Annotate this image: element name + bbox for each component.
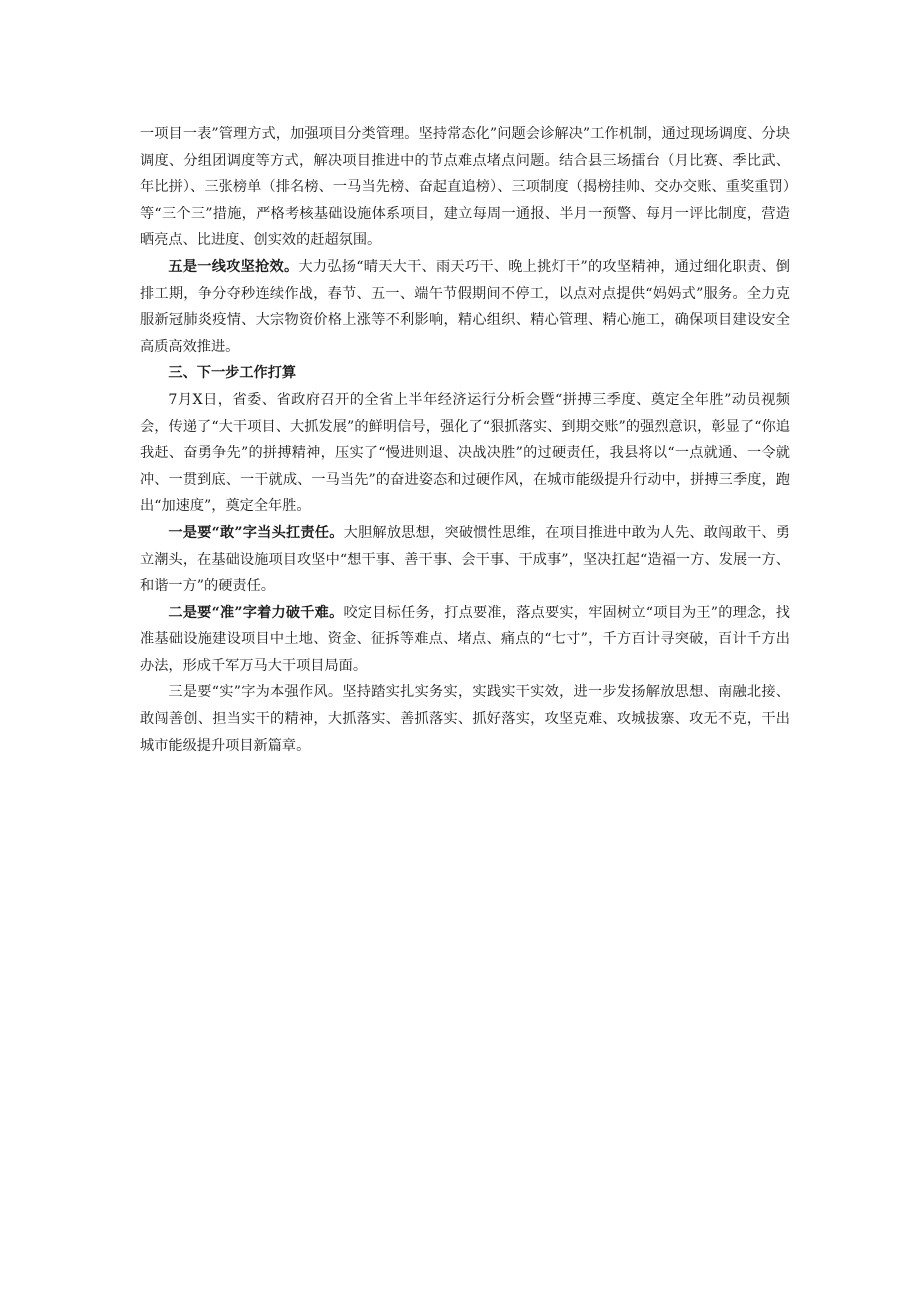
paragraph-management-method: 一项目一表”管理方式，加强项目分类管理。坚持常态化”问题会诊解决”工作机制，通过现场调度、分块调度、分组团调度等方式，解决项目推进中的节点难点堵点问题。结合县三场擂台（月比赛、季比武、年比拼）、三张榜单（排名榜、一马当先榜、奋起直追榜）、三项制度（揭榜挂帅、交办交账、重奖重罚）等“三个三”措施，严格考核基础设施体系项目，建立每周一通报、半月一预警、每月一评比制度，营造晒亮点、比进度、创实效的赶超氛围。 [140,126,790,249]
paragraph-body-text: 咬定目标任务，打点要准，落点要实，牢固树立“项目为王”的理念，找准基础设施建设项目中土地、资金、征拆等难点、堵点、痛点的“七寸”，千方百计寻突破，百计千方出办法，形成千军万马大干项目局面。 [140,604,790,674]
paragraph-frontline-assault [140,254,790,360]
document-body [140,121,790,759]
paragraph-meeting-summary: 7月X日，省委、省政府召开的全省上半年经济运行分析会暨“拼搏三季度、奠定全年胜”动员视频会，传递了“大干项目、大抓发展”的鲜明信号，强化了“狠抓落实、到期交账”的强烈意识，彰显了“你追我赶、奋勇争先”的拼搏精神，压实了“慢进则退、决战决胜”的过硬责任，我县将以“一点就通、一令就冲、一贯到底、一干就成、一马当先”的奋进姿态和过硬作风，在城市能级提升行动中，拼搏三季度，跑出“加速度”，奠定全年胜。 [140,391,790,515]
paragraph-body-text: 大力弘扬“晴天大干、雨天巧干、晚上挑灯干”的攻坚精神，通过细化职责、倒排工期，争分夺秒连续作战，春节、五一、端午节假期间不停工，以点对点提供“妈妈式”服务。全力克服新冠肺炎疫情、大宗物资价格上涨等不利影响，精心组织、精心管理、精心施工，确保项目建设安全高质高效推进。 [140,258,790,355]
paragraph-lead-text: 五是一线攻坚抢效。 [168,258,299,275]
section-heading-next-steps: 三、下一步工作打算 [168,365,297,382]
paragraph-body-text: 大胆解放思想，突破惯性思维，在项目推进中敢为人先、敢闯敢干、勇立潮头，在基础设施项目攻坚中“想干事、善干事、会干事、干成事”，坚决扛起“造福一方、发展一方、和谐一方”的硬责任。 [140,524,790,595]
paragraph-precision [140,600,790,680]
paragraph-responsibility [140,520,790,600]
paragraph-lead-text: 一是要“敢”字当头扛责任。 [168,524,344,541]
paragraph-work-style: 三是要“实”字为本强作风。坚持踏实扎实务实，实践实干实效，进一步发扬解放思想、南融北接、敢闯善创、担当实干的精神，大抓落实、善抓落实、抓好落实，攻坚克难、攻城拔寨、攻无不克，干出城市能级提升项目新篇章。 [140,684,790,754]
paragraph-lead-text: 二是要“准”字着力破千难。 [168,604,344,621]
